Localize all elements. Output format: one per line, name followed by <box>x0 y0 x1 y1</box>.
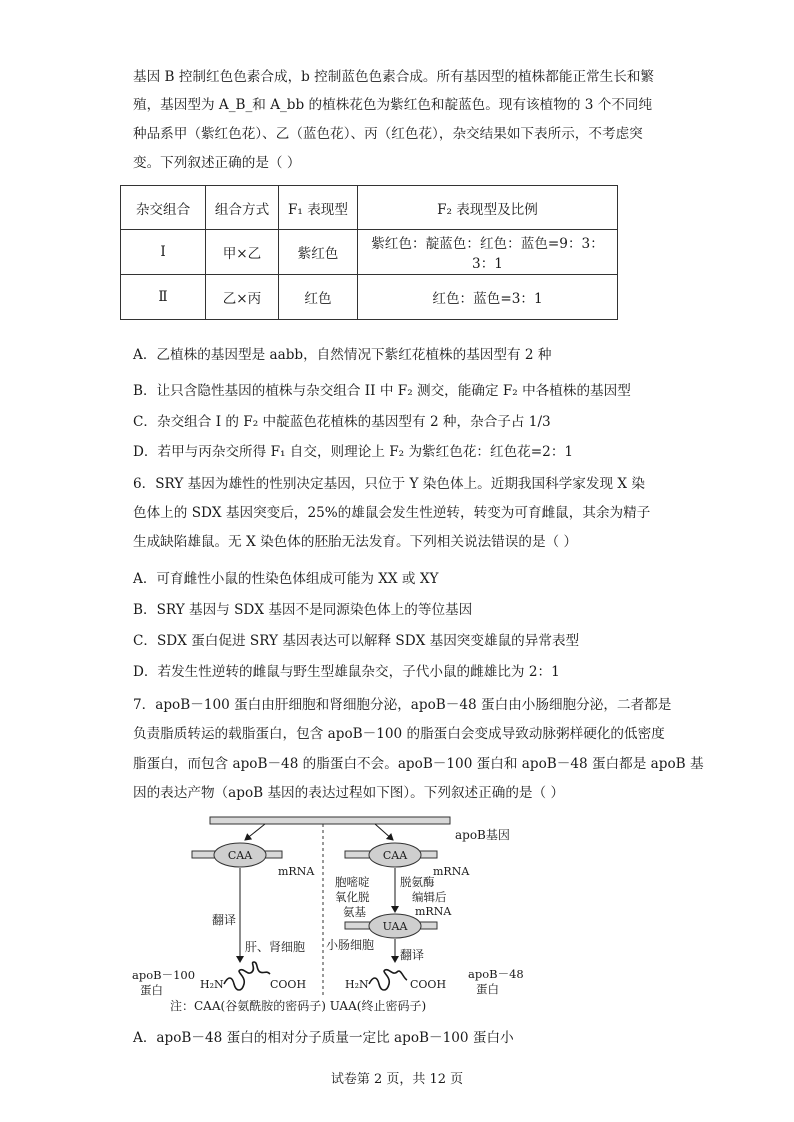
deamination-label-3: 氨基 <box>343 905 366 919</box>
table-cell: 紫红色：靛蓝色：红色：蓝色=9：3：3：1 <box>358 230 618 275</box>
transcription-arrow-right <box>375 824 393 840</box>
q6-stem-line-2: 色体上的 SDX 基因突变后，25%的雄鼠会发生性逆转，转变为可育雌鼠，其余为精子 <box>133 505 651 521</box>
protein-label-right-1: apoB－48 <box>468 967 524 981</box>
protein-label-right-2: 蛋白 <box>476 982 499 996</box>
cross-results-table <box>120 185 618 320</box>
q6-option-b: B．SRY 基因与 SDX 基因不是同源染色体上的等位基因 <box>133 602 473 618</box>
q6-stem-line-1: 6．SRY 基因为雄性的性别决定基因，只位于 Y 染色体上。近期我国科学家发现 X 染 <box>133 476 646 492</box>
table-header-cell: 杂交组合 <box>121 186 206 230</box>
translate-label-right: 翻译 <box>400 948 425 962</box>
table-row <box>121 230 618 275</box>
table-cell: 乙×丙 <box>206 275 279 320</box>
q5-stem-line-2: 殖，基因型为 A_B_和 A_bb 的植株花色为紫红色和靛蓝色。现有该植物的 3 个不同纯 <box>133 97 653 113</box>
translate-label-left: 翻译 <box>212 913 237 927</box>
peptide-chain-right <box>369 970 407 990</box>
codon-caa-left: CAA <box>227 849 253 862</box>
enzyme-label-3: mRNA <box>415 905 452 918</box>
table-cell: Ⅱ <box>121 275 206 320</box>
table-header-cell: 组合方式 <box>206 186 279 230</box>
table-cell: 红色：蓝色=3：1 <box>358 275 618 320</box>
q5-stem-line-3: 种品系甲（紫红色花）、乙（蓝色花）、丙（红色花），杂交结果如下表所示，不考虑突 <box>133 126 643 142</box>
q5-option-d: D．若甲与丙杂交所得 F₁ 自交，则理论上 F₂ 为紫红色花：红色花=2：1 <box>133 444 574 460</box>
cooh-label-right: COOH <box>410 978 447 991</box>
cooh-label-left: COOH <box>270 978 307 991</box>
deamination-label-2: 氧化脱 <box>335 890 370 904</box>
gene-label: apoB基因 <box>455 828 510 842</box>
q6-option-d: D．若发生性逆转的雌鼠与野生型雄鼠杂交，子代小鼠的雌雄比为 2：1 <box>133 664 560 680</box>
codon-uaa: UAA <box>382 920 408 933</box>
table-header-cell: F₂ 表现型及比例 <box>358 186 618 230</box>
codon-caa-right: CAA <box>382 849 408 862</box>
q7-stem-line-2: 负责脂质转运的载脂蛋白，包含 apoB－100 的脂蛋白会变成导致动脉粥样硬化的低密度 <box>133 726 665 742</box>
q7-stem-line-3: 脂蛋白，而包含 apoB－48 的脂蛋白不会。apoB－100 蛋白和 apoB－48 蛋白都是 apoB 基 <box>133 756 704 772</box>
cells-label-left: 肝、肾细胞 <box>245 940 306 954</box>
gene-bar <box>210 817 450 824</box>
deamination-label-1: 胞嘧啶 <box>335 875 370 889</box>
table-header-cell: F₁ 表现型 <box>279 186 358 230</box>
protein-label-left-1: apoB－100 <box>132 968 196 982</box>
table-cell: 紫红色 <box>279 230 358 275</box>
page-footer: 试卷第 2 页，共 12 页 <box>330 1072 464 1087</box>
protein-label-left-2: 蛋白 <box>140 983 163 997</box>
h2n-label-right: H₂N <box>345 978 369 991</box>
q5-option-b: B．让只含隐性基因的植株与杂交组合 II 中 F₂ 测交，能确定 F₂ 中各植株的基因型 <box>133 383 631 399</box>
q5-stem-line-1: 基因 B 控制红色色素合成，b 控制蓝色色素合成。所有基因型的植株都能正常生长和繁 <box>133 69 655 85</box>
peptide-chain-left <box>224 962 270 990</box>
q5-option-c: C．杂交组合 I 的 F₂ 中靛蓝色花植株的基因型有 2 种，杂合子占 1/3 <box>133 414 551 430</box>
q6-option-a: A．可育雌性小鼠的性染色体组成可能为 XX 或 XY <box>133 571 439 587</box>
cells-label-right: 小肠细胞 <box>326 938 375 952</box>
table-cell: Ⅰ <box>121 230 206 275</box>
q7-stem-line-1: 7．apoB－100 蛋白由肝细胞和肾细胞分泌，apoB－48 蛋白由小肠细胞分泌，二者都是 <box>133 697 672 713</box>
figure-note: 注：CAA(谷氨酰胺的密码子) UAA(终止密码子) <box>170 999 427 1013</box>
table-cell: 甲×乙 <box>206 230 279 275</box>
q6-stem-line-3: 生成缺陷雄鼠。无 X 染色体的胚胎无法发育。下列相关说法错误的是（ ） <box>133 534 578 550</box>
q7-stem-line-4: 因的表达产物（apoB 基因的表达过程如下图）。下列叙述正确的是（ ） <box>133 785 565 801</box>
h2n-label-left: H₂N <box>200 978 224 991</box>
mrna-label-right: mRNA <box>433 865 470 878</box>
q5-stem-line-4: 变。下列叙述正确的是（ ） <box>133 155 301 171</box>
enzyme-label-1: 脱氨酶 <box>400 875 435 889</box>
enzyme-label-2: 编辑后 <box>412 890 447 904</box>
apob-expression-diagram <box>130 812 530 1032</box>
table-header-row <box>121 186 618 230</box>
table-cell: 红色 <box>279 275 358 320</box>
table-row <box>121 275 618 320</box>
q5-option-a: A．乙植株的基因型是 aabb，自然情况下紫红花植株的基因型有 2 种 <box>133 347 552 363</box>
q6-option-c: C．SDX 蛋白促进 SRY 基因表达可以解释 SDX 基因突变雄鼠的异常表型 <box>133 633 580 649</box>
q7-option-a: A．apoB－48 蛋白的相对分子质量一定比 apoB－100 蛋白小 <box>133 1030 514 1046</box>
mrna-label-left: mRNA <box>278 865 315 878</box>
transcription-arrow-left <box>245 824 265 840</box>
